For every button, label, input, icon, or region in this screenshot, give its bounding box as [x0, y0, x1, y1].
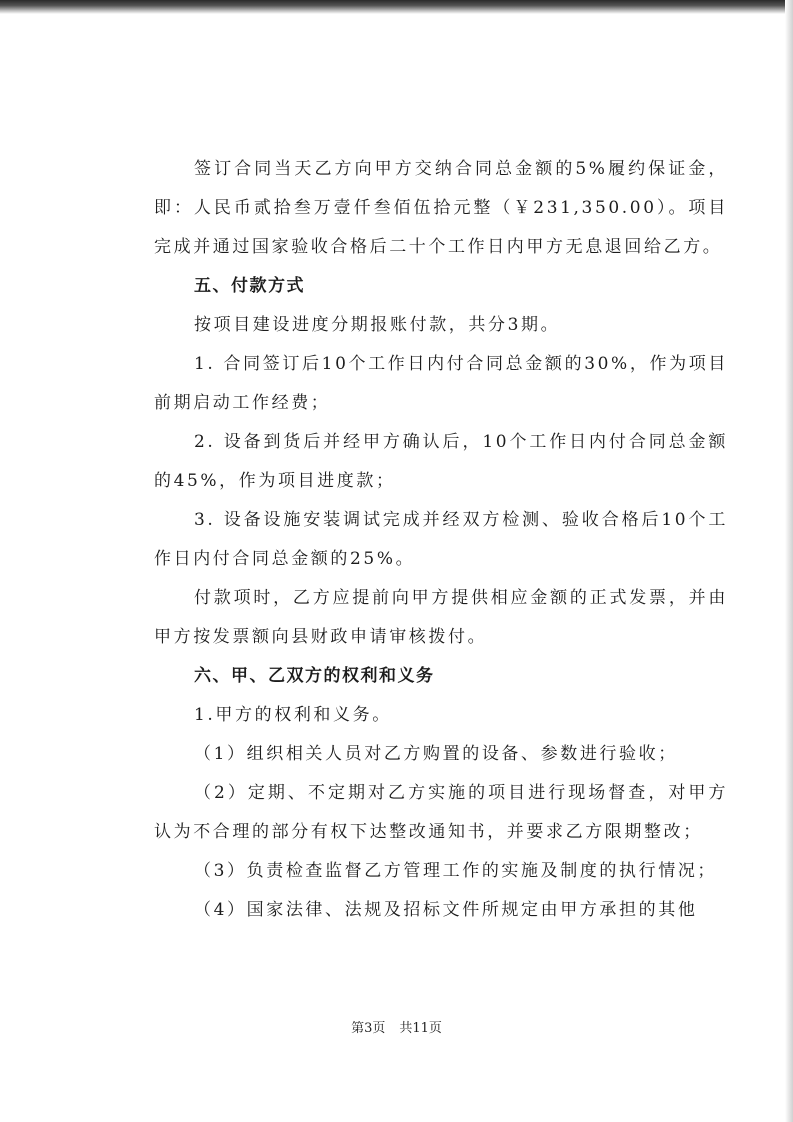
page-total: 共11页	[399, 1021, 442, 1036]
paragraph-right-1: （1）组织相关人员对乙方购置的设备、参数进行验收；	[194, 744, 678, 764]
paragraph-party-a-title: 1.甲方的权利和义务。	[194, 705, 392, 725]
scan-edge-top	[0, 0, 793, 14]
page-footer	[0, 1017, 793, 1036]
paragraph-payment-2: 2. 设备到货后并经甲方确认后，10个工作日内付合同总金额的45%，作为项目进度款；	[154, 432, 728, 491]
paragraph-invoice: 付款项时，乙方应提前向甲方提供相应金额的正式发票，并由甲方按发票额向县财政申请审核拨付。	[154, 588, 728, 647]
section-heading-rights: 六、甲、乙双方的权利和义务	[194, 666, 435, 686]
paragraph-payment-1: 1. 合同签订后10个工作日内付合同总金额的30%，作为项目前期启动工作经费；	[154, 354, 728, 413]
paragraph-payment-intro: 按项目建设进度分期报账付款，共分3期。	[194, 315, 561, 335]
paragraph-right-4: （4）国家法律、法规及招标文件所规定由甲方承担的其他	[194, 900, 698, 920]
paragraph-right-3: （3）负责检查监督乙方管理工作的实施及制度的执行情况；	[194, 861, 718, 881]
document-body	[154, 150, 728, 930]
paragraph-deposit: 签订合同当天乙方向甲方交纳合同总金额的5%履约保证金，即：人民币贰拾叁万壹仟叁佰伍拾元整（￥231,350.00）。项目完成并通过国家验收合格后二十个工作日内甲方无息退回给乙方。	[154, 159, 728, 257]
paragraph-right-2: （2）定期、不定期对乙方实施的项目进行现场督查，对甲方认为不合理的部分有权下达整改通知书，并要求乙方限期整改；	[154, 783, 728, 842]
page-number: 第3页	[351, 1021, 386, 1036]
scan-edge-right	[785, 0, 793, 1122]
section-heading-payment: 五、付款方式	[194, 276, 305, 296]
paragraph-payment-3: 3. 设备设施安装调试完成并经双方检测、验收合格后10个工作日内付合同总金额的25%。	[154, 510, 728, 569]
